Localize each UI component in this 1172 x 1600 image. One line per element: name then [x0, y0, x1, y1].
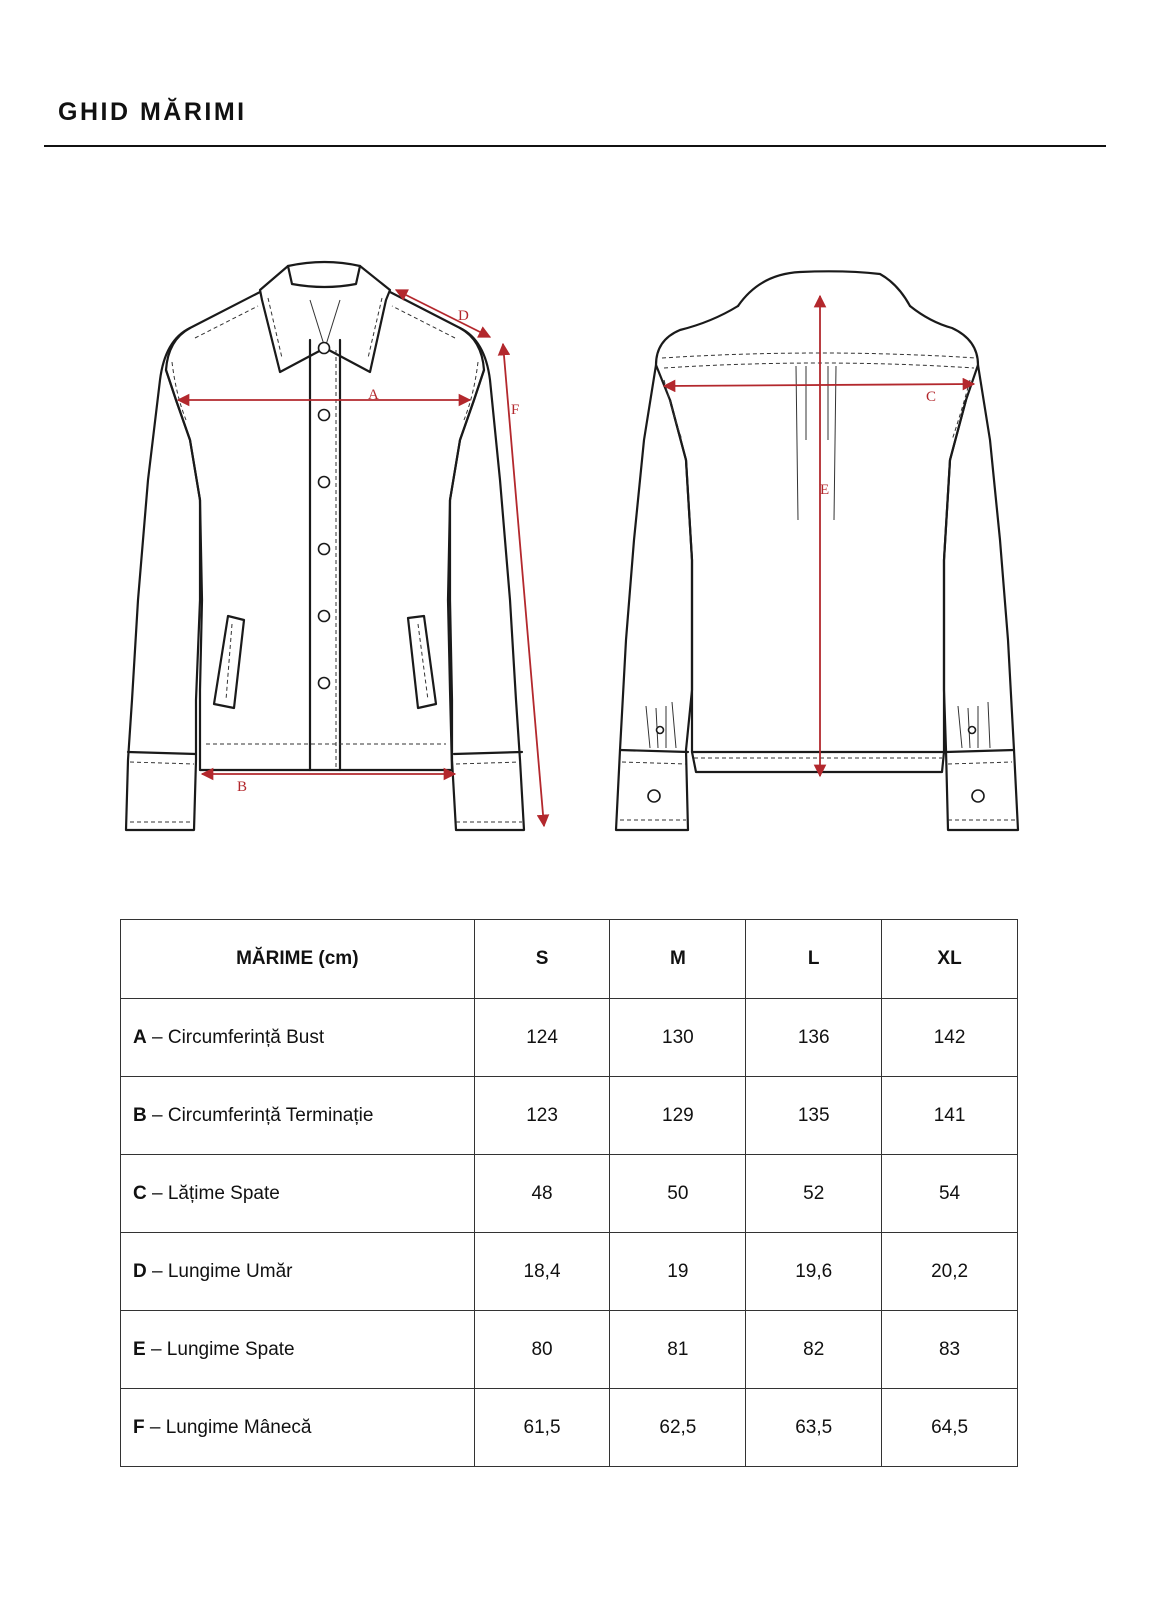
value-cell: 136 [746, 999, 882, 1077]
measure-label-e: E [820, 482, 830, 498]
row-description: – Lungime Umăr [146, 1260, 293, 1282]
measure-label-d: D [458, 308, 469, 324]
row-description: – Lățime Spate [146, 1182, 280, 1204]
row-key: A [133, 1026, 147, 1048]
measure-label-b: B [237, 779, 248, 795]
value-cell: 130 [610, 999, 746, 1077]
row-description: – Circumferință Bust [146, 1026, 325, 1048]
row-label [121, 1233, 475, 1311]
value-cell: 19,6 [746, 1233, 882, 1311]
row-key: C [133, 1182, 147, 1204]
row-label [121, 1389, 475, 1467]
value-cell: 123 [474, 1077, 610, 1155]
row-key: F [133, 1416, 145, 1438]
header-size-s: S [474, 920, 610, 999]
row-key: D [133, 1260, 147, 1282]
row-key: B [133, 1104, 147, 1126]
table-row [121, 1077, 1018, 1155]
jacket-front-view [126, 262, 544, 830]
value-cell: 83 [882, 1311, 1018, 1389]
row-description: – Lungime Mânecă [144, 1416, 312, 1438]
value-cell: 19 [610, 1233, 746, 1311]
row-label [121, 999, 475, 1077]
page-title: GHID MĂRIMI [58, 98, 247, 126]
measure-line-d [396, 290, 490, 337]
value-cell: 81 [610, 1311, 746, 1389]
value-cell: 129 [610, 1077, 746, 1155]
table-row [121, 999, 1018, 1077]
row-label [121, 1311, 475, 1389]
table-row [121, 1233, 1018, 1311]
value-cell: 54 [882, 1155, 1018, 1233]
value-cell: 80 [474, 1311, 610, 1389]
table-row [121, 1311, 1018, 1389]
value-cell: 62,5 [610, 1389, 746, 1467]
value-cell: 18,4 [474, 1233, 610, 1311]
value-cell: 48 [474, 1155, 610, 1233]
table-row [121, 1389, 1018, 1467]
measure-line-c [664, 384, 974, 386]
measure-label-f: F [511, 402, 520, 418]
header-size-xl: XL [882, 920, 1018, 999]
measure-label-a: A [368, 387, 379, 403]
table-row [121, 1155, 1018, 1233]
value-cell: 82 [746, 1311, 882, 1389]
front-buttons [319, 343, 330, 689]
table-header-row [121, 920, 1018, 999]
value-cell: 64,5 [882, 1389, 1018, 1467]
size-chart-table [120, 919, 1018, 1467]
measure-label-c: C [926, 389, 937, 405]
value-cell: 63,5 [746, 1389, 882, 1467]
value-cell: 50 [610, 1155, 746, 1233]
row-description: – Lungime Spate [145, 1338, 295, 1360]
header-size-l: L [746, 920, 882, 999]
jacket-back-view [616, 271, 1018, 830]
header-size-label: MĂRIME (cm) [121, 920, 475, 999]
row-label [121, 1155, 475, 1233]
row-key: E [133, 1338, 146, 1360]
value-cell: 135 [746, 1077, 882, 1155]
value-cell: 141 [882, 1077, 1018, 1155]
value-cell: 61,5 [474, 1389, 610, 1467]
row-label [121, 1077, 475, 1155]
value-cell: 124 [474, 999, 610, 1077]
header-size-m: M [610, 920, 746, 999]
value-cell: 52 [746, 1155, 882, 1233]
value-cell: 20,2 [882, 1233, 1018, 1311]
row-description: – Circumferință Terminație [146, 1104, 374, 1126]
value-cell: 142 [882, 999, 1018, 1077]
